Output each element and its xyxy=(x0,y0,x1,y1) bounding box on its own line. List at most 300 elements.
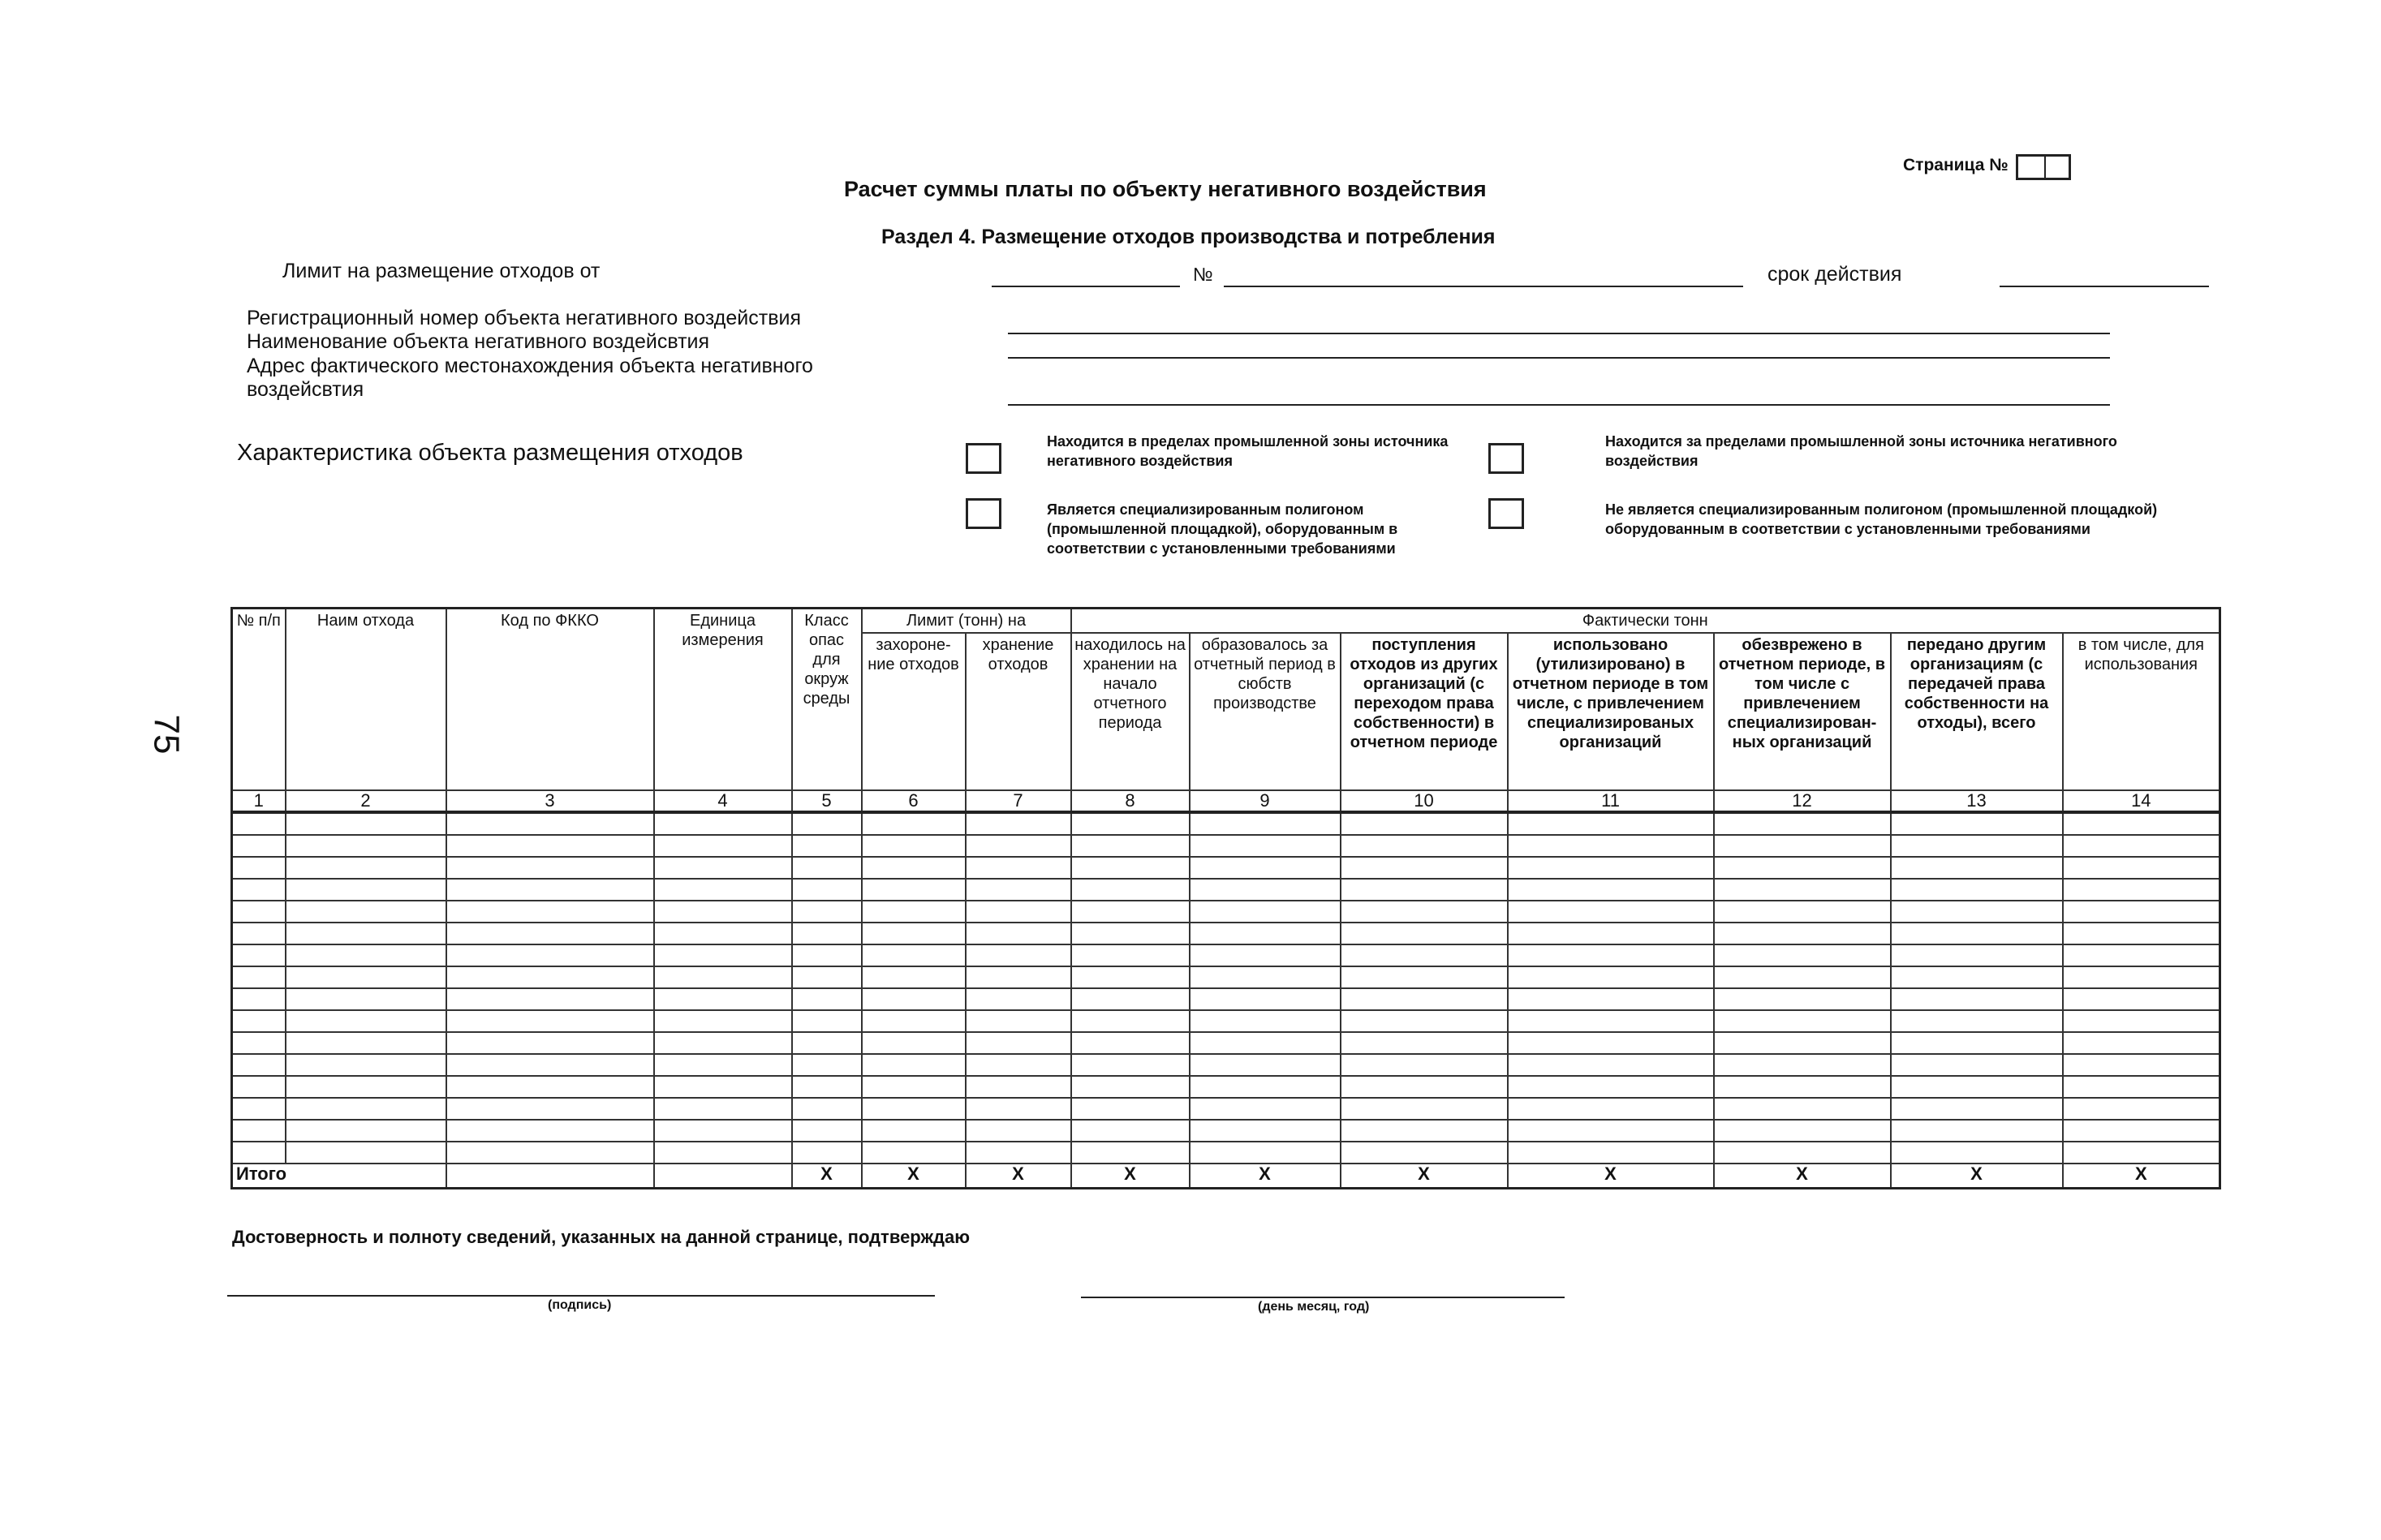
table-cell[interactable] xyxy=(286,812,446,835)
table-cell[interactable] xyxy=(862,835,966,857)
table-cell[interactable] xyxy=(654,966,792,988)
table-cell[interactable] xyxy=(1071,835,1190,857)
table-cell[interactable] xyxy=(862,1032,966,1054)
table-cell[interactable] xyxy=(2063,1120,2220,1142)
table-cell[interactable] xyxy=(232,1120,286,1142)
table-cell[interactable] xyxy=(1891,812,2063,835)
table-cell[interactable] xyxy=(1071,1142,1190,1164)
table-cell[interactable] xyxy=(1071,1076,1190,1098)
col-header-limit-group: Лимит (тонн) на xyxy=(862,609,1071,634)
column-number: 5 xyxy=(792,790,862,812)
table-cell[interactable] xyxy=(966,1054,1071,1076)
column-number: 4 xyxy=(654,790,792,812)
table-cell[interactable] xyxy=(792,1076,862,1098)
table-cell[interactable] xyxy=(1190,812,1341,835)
option-within-zone: Находится в пределах промышленной зоны источника негативного воздействия xyxy=(1047,433,1449,469)
table-cell[interactable] xyxy=(966,966,1071,988)
table-cell[interactable] xyxy=(232,1032,286,1054)
total-cell: X xyxy=(1190,1164,1341,1189)
table-cell[interactable] xyxy=(1508,1054,1714,1076)
table-cell[interactable] xyxy=(792,879,862,901)
page-box-divider xyxy=(2044,157,2046,178)
table-cell[interactable] xyxy=(2063,966,2220,988)
table-cell[interactable] xyxy=(1714,1142,1891,1164)
table-cell[interactable] xyxy=(1508,944,1714,966)
table-cell[interactable] xyxy=(1341,857,1508,879)
checkbox-specialized[interactable] xyxy=(966,498,1001,529)
table-cell[interactable] xyxy=(1190,857,1341,879)
table-cell[interactable] xyxy=(1714,1054,1891,1076)
table-cell[interactable] xyxy=(1190,835,1341,857)
table-cell[interactable] xyxy=(446,1032,654,1054)
table-cell[interactable] xyxy=(1071,1098,1190,1120)
table-cell[interactable] xyxy=(792,988,862,1010)
reg-number-label: Регистрационный номер объекта негативного воздействия xyxy=(247,307,801,329)
table-cell[interactable] xyxy=(1714,988,1891,1010)
table-cell[interactable] xyxy=(1891,1054,2063,1076)
table-cell[interactable] xyxy=(792,812,862,835)
table-cell[interactable] xyxy=(1714,1076,1891,1098)
table-cell[interactable] xyxy=(1508,879,1714,901)
table-cell[interactable] xyxy=(446,1010,654,1032)
table-cell[interactable] xyxy=(862,966,966,988)
table-cell[interactable] xyxy=(446,901,654,923)
table-cell[interactable] xyxy=(862,1010,966,1032)
table-cell[interactable] xyxy=(1341,1098,1508,1120)
table-cell[interactable] xyxy=(286,1098,446,1120)
table-cell[interactable] xyxy=(1071,1010,1190,1032)
table-cell[interactable] xyxy=(1190,923,1341,944)
table-cell[interactable] xyxy=(1071,966,1190,988)
table-row xyxy=(232,879,2220,901)
table-cell[interactable] xyxy=(1071,923,1190,944)
table-cell[interactable] xyxy=(446,812,654,835)
table-cell[interactable] xyxy=(1190,966,1341,988)
table-cell[interactable] xyxy=(654,1032,792,1054)
table-cell[interactable] xyxy=(232,1054,286,1076)
table-cell[interactable] xyxy=(862,1076,966,1098)
total-row xyxy=(232,1164,2220,1189)
table-cell[interactable] xyxy=(654,835,792,857)
table-cell[interactable] xyxy=(966,901,1071,923)
table-cell[interactable] xyxy=(1190,879,1341,901)
confirmation-text: Достоверность и полноту сведений, указанных на данной странице, подтверждаю xyxy=(232,1227,971,1247)
table-cell[interactable] xyxy=(1508,812,1714,835)
table-row xyxy=(232,1032,2220,1054)
table-cell[interactable] xyxy=(966,812,1071,835)
table-cell[interactable] xyxy=(446,1098,654,1120)
table-cell[interactable] xyxy=(446,1120,654,1142)
table-cell[interactable] xyxy=(286,835,446,857)
reg-number-field[interactable] xyxy=(1008,333,2110,334)
table-cell[interactable] xyxy=(862,812,966,835)
table-cell[interactable] xyxy=(446,835,654,857)
limit-label: Лимит на размещение отходов от xyxy=(282,260,601,282)
table-cell[interactable] xyxy=(1341,1142,1508,1164)
table-cell[interactable] xyxy=(654,812,792,835)
table-cell[interactable] xyxy=(792,835,862,857)
table-cell[interactable] xyxy=(1190,944,1341,966)
table-cell[interactable] xyxy=(232,1010,286,1032)
column-number: 11 xyxy=(1508,790,1714,812)
signature-label: (подпись) xyxy=(548,1298,612,1312)
column-number: 1 xyxy=(232,790,286,812)
table-cell[interactable] xyxy=(1508,988,1714,1010)
table-cell[interactable] xyxy=(792,1054,862,1076)
table-cell[interactable] xyxy=(654,901,792,923)
table-cell[interactable] xyxy=(966,1098,1071,1120)
table-cell[interactable] xyxy=(1190,1076,1341,1098)
table-cell[interactable] xyxy=(1071,812,1190,835)
table-cell[interactable] xyxy=(654,923,792,944)
table-cell[interactable] xyxy=(232,812,286,835)
object-name-field[interactable] xyxy=(1008,357,2110,359)
table-cell[interactable] xyxy=(286,901,446,923)
col-header-stored-start: находилось на хранении на начало отчетного периода xyxy=(1071,633,1190,790)
total-cell: X xyxy=(1508,1164,1714,1189)
table-cell[interactable] xyxy=(1508,1076,1714,1098)
table-row xyxy=(232,1142,2220,1164)
table-cell[interactable] xyxy=(1071,901,1190,923)
table-cell[interactable] xyxy=(1714,923,1891,944)
table-cell[interactable] xyxy=(654,988,792,1010)
table-cell[interactable] xyxy=(1891,901,2063,923)
table-row xyxy=(232,1076,2220,1098)
table-cell[interactable] xyxy=(286,1010,446,1032)
table-cell[interactable] xyxy=(446,944,654,966)
table-cell[interactable] xyxy=(286,923,446,944)
col-header-limit-storage: хранение отходов xyxy=(966,633,1071,790)
table-cell[interactable] xyxy=(286,1076,446,1098)
term-field[interactable] xyxy=(2000,286,2209,287)
column-number: 7 xyxy=(966,790,1071,812)
table-cell[interactable] xyxy=(1341,901,1508,923)
total-cell: X xyxy=(1071,1164,1190,1189)
total-cell: X xyxy=(1714,1164,1891,1189)
table-cell[interactable] xyxy=(1508,901,1714,923)
table-cell[interactable] xyxy=(1341,1054,1508,1076)
table-cell[interactable] xyxy=(1341,812,1508,835)
table-cell[interactable] xyxy=(1341,1120,1508,1142)
table-cell[interactable] xyxy=(1071,857,1190,879)
table-cell[interactable] xyxy=(286,857,446,879)
table-cell[interactable] xyxy=(286,988,446,1010)
table-cell[interactable] xyxy=(1508,966,1714,988)
table-cell[interactable] xyxy=(446,1076,654,1098)
table-cell[interactable] xyxy=(1891,1120,2063,1142)
table-cell[interactable] xyxy=(232,835,286,857)
table-cell[interactable] xyxy=(966,1032,1071,1054)
table-cell[interactable] xyxy=(1190,1032,1341,1054)
table-cell[interactable] xyxy=(654,857,792,879)
table-cell[interactable] xyxy=(1891,857,2063,879)
table-cell[interactable] xyxy=(1714,879,1891,901)
table-cell[interactable] xyxy=(966,879,1071,901)
table-cell[interactable] xyxy=(1714,901,1891,923)
table-cell[interactable] xyxy=(232,1142,286,1164)
table-cell[interactable] xyxy=(654,1098,792,1120)
table-cell[interactable] xyxy=(446,879,654,901)
table-row xyxy=(232,857,2220,879)
table-cell[interactable] xyxy=(654,1142,792,1164)
table-cell[interactable] xyxy=(1071,1120,1190,1142)
table-cell[interactable] xyxy=(286,1054,446,1076)
table-row xyxy=(232,812,2220,835)
total-cell xyxy=(654,1164,792,1189)
checkbox-within-zone[interactable] xyxy=(966,443,1001,474)
table-cell[interactable] xyxy=(654,1054,792,1076)
option-outside-zone: Находится за пределами промышленной зоны источника негативного воздействия xyxy=(1605,433,2117,469)
table-cell[interactable] xyxy=(2063,901,2220,923)
column-number: 12 xyxy=(1714,790,1891,812)
total-cell: X xyxy=(862,1164,966,1189)
table-cell[interactable] xyxy=(792,857,862,879)
table-cell[interactable] xyxy=(1714,1010,1891,1032)
table-cell[interactable] xyxy=(1714,966,1891,988)
table-cell[interactable] xyxy=(792,1098,862,1120)
col-header-for-use: в том числе, для использования xyxy=(2063,633,2220,790)
table-cell[interactable] xyxy=(1341,988,1508,1010)
table-cell[interactable] xyxy=(2063,1054,2220,1076)
table-cell[interactable] xyxy=(1714,1032,1891,1054)
table-cell[interactable] xyxy=(2063,835,2220,857)
signature-field[interactable] xyxy=(227,1295,935,1297)
table-cell[interactable] xyxy=(862,944,966,966)
total-cell: X xyxy=(1341,1164,1508,1189)
table-cell[interactable] xyxy=(1190,1142,1341,1164)
table-cell[interactable] xyxy=(446,966,654,988)
limit-number-label: № xyxy=(1193,264,1213,285)
table-cell[interactable] xyxy=(862,857,966,879)
table-cell[interactable] xyxy=(1071,1032,1190,1054)
table-cell[interactable] xyxy=(286,1142,446,1164)
table-cell[interactable] xyxy=(1071,988,1190,1010)
table-cell[interactable] xyxy=(1190,988,1341,1010)
table-cell[interactable] xyxy=(966,1142,1071,1164)
table-cell[interactable] xyxy=(232,988,286,1010)
column-number-row xyxy=(232,790,2220,812)
limit-number-field[interactable] xyxy=(1224,286,1743,287)
table-cell[interactable] xyxy=(1341,835,1508,857)
table-cell[interactable] xyxy=(1190,901,1341,923)
col-header-received: поступления отходов из других организаций (с переходом права собственности) в отчетном периоде xyxy=(1341,633,1508,790)
checkbox-outside-zone[interactable] xyxy=(1488,443,1524,474)
table-cell[interactable] xyxy=(2063,923,2220,944)
table-cell[interactable] xyxy=(1891,879,2063,901)
table-cell[interactable] xyxy=(232,857,286,879)
table-row xyxy=(232,944,2220,966)
table-cell[interactable] xyxy=(1891,1032,2063,1054)
col-header-actual-group: Фактически тонн xyxy=(1071,609,2220,634)
table-cell[interactable] xyxy=(232,966,286,988)
table-cell[interactable] xyxy=(862,879,966,901)
table-cell[interactable] xyxy=(862,1054,966,1076)
total-cell xyxy=(446,1164,654,1189)
date-field[interactable] xyxy=(1081,1297,1565,1298)
col-header-name: Наим отхода xyxy=(286,609,446,791)
table-cell[interactable] xyxy=(446,1054,654,1076)
table-cell[interactable] xyxy=(2063,1032,2220,1054)
total-cell: X xyxy=(1891,1164,2063,1189)
table-cell[interactable] xyxy=(792,923,862,944)
table-cell[interactable] xyxy=(792,1142,862,1164)
table-cell[interactable] xyxy=(1714,1098,1891,1120)
table-cell[interactable] xyxy=(966,923,1071,944)
limit-from-field[interactable] xyxy=(992,286,1180,287)
table-cell[interactable] xyxy=(2063,1076,2220,1098)
table-cell[interactable] xyxy=(1341,944,1508,966)
table-cell[interactable] xyxy=(2063,1142,2220,1164)
table-cell[interactable] xyxy=(1891,1076,2063,1098)
table-cell[interactable] xyxy=(2063,988,2220,1010)
total-cell: X xyxy=(966,1164,1071,1189)
table-cell[interactable] xyxy=(446,923,654,944)
table-cell[interactable] xyxy=(792,1010,862,1032)
table-cell[interactable] xyxy=(1341,1076,1508,1098)
table-cell[interactable] xyxy=(1891,1010,2063,1032)
col-header-limit-burial: захороне- ние отходов xyxy=(862,633,966,790)
table-cell[interactable] xyxy=(232,901,286,923)
table-cell[interactable] xyxy=(2063,812,2220,835)
table-cell[interactable] xyxy=(232,1098,286,1120)
table-cell[interactable] xyxy=(1341,966,1508,988)
col-header-transferred: передано другим организациям (с передачей права собственности на отходы), всего xyxy=(1891,633,2063,790)
table-cell[interactable] xyxy=(2063,857,2220,879)
table-cell[interactable] xyxy=(1071,944,1190,966)
waste-table xyxy=(230,607,2221,1189)
table-cell[interactable] xyxy=(1508,1098,1714,1120)
table-cell[interactable] xyxy=(1891,988,2063,1010)
table-cell[interactable] xyxy=(446,988,654,1010)
column-number: 2 xyxy=(286,790,446,812)
table-cell[interactable] xyxy=(2063,1098,2220,1120)
table-cell[interactable] xyxy=(1190,1120,1341,1142)
table-cell[interactable] xyxy=(792,966,862,988)
column-number: 10 xyxy=(1341,790,1508,812)
table-cell[interactable] xyxy=(286,966,446,988)
table-cell[interactable] xyxy=(1891,923,2063,944)
column-number: 6 xyxy=(862,790,966,812)
table-cell[interactable] xyxy=(1891,835,2063,857)
table-cell[interactable] xyxy=(1071,1054,1190,1076)
table-cell[interactable] xyxy=(1714,835,1891,857)
table-row xyxy=(232,966,2220,988)
table-cell[interactable] xyxy=(966,1076,1071,1098)
table-cell[interactable] xyxy=(232,879,286,901)
column-number: 9 xyxy=(1190,790,1341,812)
table-cell[interactable] xyxy=(862,1120,966,1142)
table-cell[interactable] xyxy=(1891,1142,2063,1164)
option-not-specialized: Не является специализированным полигоном (промышленной площадкой) оборудованным в соответствии с установленными требованиями xyxy=(1605,501,2158,537)
table-cell[interactable] xyxy=(1891,944,2063,966)
table-row xyxy=(232,1010,2220,1032)
table-cell[interactable] xyxy=(1508,857,1714,879)
table-cell[interactable] xyxy=(1341,1010,1508,1032)
table-cell[interactable] xyxy=(862,988,966,1010)
table-cell[interactable] xyxy=(1714,812,1891,835)
table-cell[interactable] xyxy=(862,1098,966,1120)
table-cell[interactable] xyxy=(654,879,792,901)
table-cell[interactable] xyxy=(1341,879,1508,901)
table-cell[interactable] xyxy=(232,944,286,966)
table-row xyxy=(232,835,2220,857)
table-cell[interactable] xyxy=(966,988,1071,1010)
table-cell[interactable] xyxy=(966,1010,1071,1032)
table-cell[interactable] xyxy=(792,1120,862,1142)
table-cell[interactable] xyxy=(862,901,966,923)
table-cell[interactable] xyxy=(1341,1032,1508,1054)
table-cell[interactable] xyxy=(232,1076,286,1098)
table-cell[interactable] xyxy=(1508,835,1714,857)
table-cell[interactable] xyxy=(286,1120,446,1142)
column-number: 13 xyxy=(1891,790,2063,812)
table-cell[interactable] xyxy=(2063,1010,2220,1032)
table-cell[interactable] xyxy=(862,1142,966,1164)
table-cell[interactable] xyxy=(966,835,1071,857)
table-cell[interactable] xyxy=(286,879,446,901)
table-cell[interactable] xyxy=(286,1032,446,1054)
table-cell[interactable] xyxy=(792,901,862,923)
table-cell[interactable] xyxy=(1190,1054,1341,1076)
table-cell[interactable] xyxy=(1508,1120,1714,1142)
table-cell[interactable] xyxy=(1190,1010,1341,1032)
col-header-used: использовано (утилизировано) в отчетном периоде в том числе, с привлечением специализированых организаций xyxy=(1508,633,1714,790)
total-cell: X xyxy=(792,1164,862,1189)
table-cell[interactable] xyxy=(792,944,862,966)
table-cell[interactable] xyxy=(1508,923,1714,944)
table-cell[interactable] xyxy=(1714,857,1891,879)
object-name-label: Наименование объекта негативного воздейсвтия xyxy=(247,330,710,353)
table-cell[interactable] xyxy=(1508,1010,1714,1032)
column-number: 8 xyxy=(1071,790,1190,812)
table-cell[interactable] xyxy=(1714,944,1891,966)
table-cell[interactable] xyxy=(446,857,654,879)
total-label: Итого xyxy=(232,1164,446,1189)
table-cell[interactable] xyxy=(792,1032,862,1054)
table-cell[interactable] xyxy=(1508,1142,1714,1164)
total-cell: X xyxy=(2063,1164,2220,1189)
table-cell[interactable] xyxy=(966,857,1071,879)
address-field[interactable] xyxy=(1008,404,2110,406)
table-cell[interactable] xyxy=(286,944,446,966)
table-cell[interactable] xyxy=(654,1076,792,1098)
table-cell[interactable] xyxy=(1891,1098,2063,1120)
col-header-generated: образовалось за отчетный период в сюбств производстве xyxy=(1190,633,1341,790)
table-cell[interactable] xyxy=(1891,966,2063,988)
table-cell[interactable] xyxy=(232,923,286,944)
table-cell[interactable] xyxy=(966,944,1071,966)
table-row xyxy=(232,1054,2220,1076)
checkbox-not-specialized[interactable] xyxy=(1488,498,1524,529)
table-cell[interactable] xyxy=(1071,879,1190,901)
page-number: 75 xyxy=(146,714,187,755)
table-cell[interactable] xyxy=(862,923,966,944)
table-cell[interactable] xyxy=(654,944,792,966)
section-title: Раздел 4. Размещение отходов производства и потребления xyxy=(881,226,1496,248)
table-cell[interactable] xyxy=(654,1010,792,1032)
table-cell[interactable] xyxy=(654,1120,792,1142)
table-cell[interactable] xyxy=(2063,879,2220,901)
table-cell[interactable] xyxy=(1714,1120,1891,1142)
option-specialized: Является специализированным полигоном (промышленной площадкой), оборудованным в соответствии с установленными требованиями xyxy=(1047,501,1398,557)
table-cell[interactable] xyxy=(1508,1032,1714,1054)
page-number-box[interactable] xyxy=(2016,154,2071,180)
table-cell[interactable] xyxy=(446,1142,654,1164)
table-cell[interactable] xyxy=(2063,944,2220,966)
table-cell[interactable] xyxy=(1341,923,1508,944)
table-cell[interactable] xyxy=(1190,1098,1341,1120)
table-cell[interactable] xyxy=(966,1120,1071,1142)
